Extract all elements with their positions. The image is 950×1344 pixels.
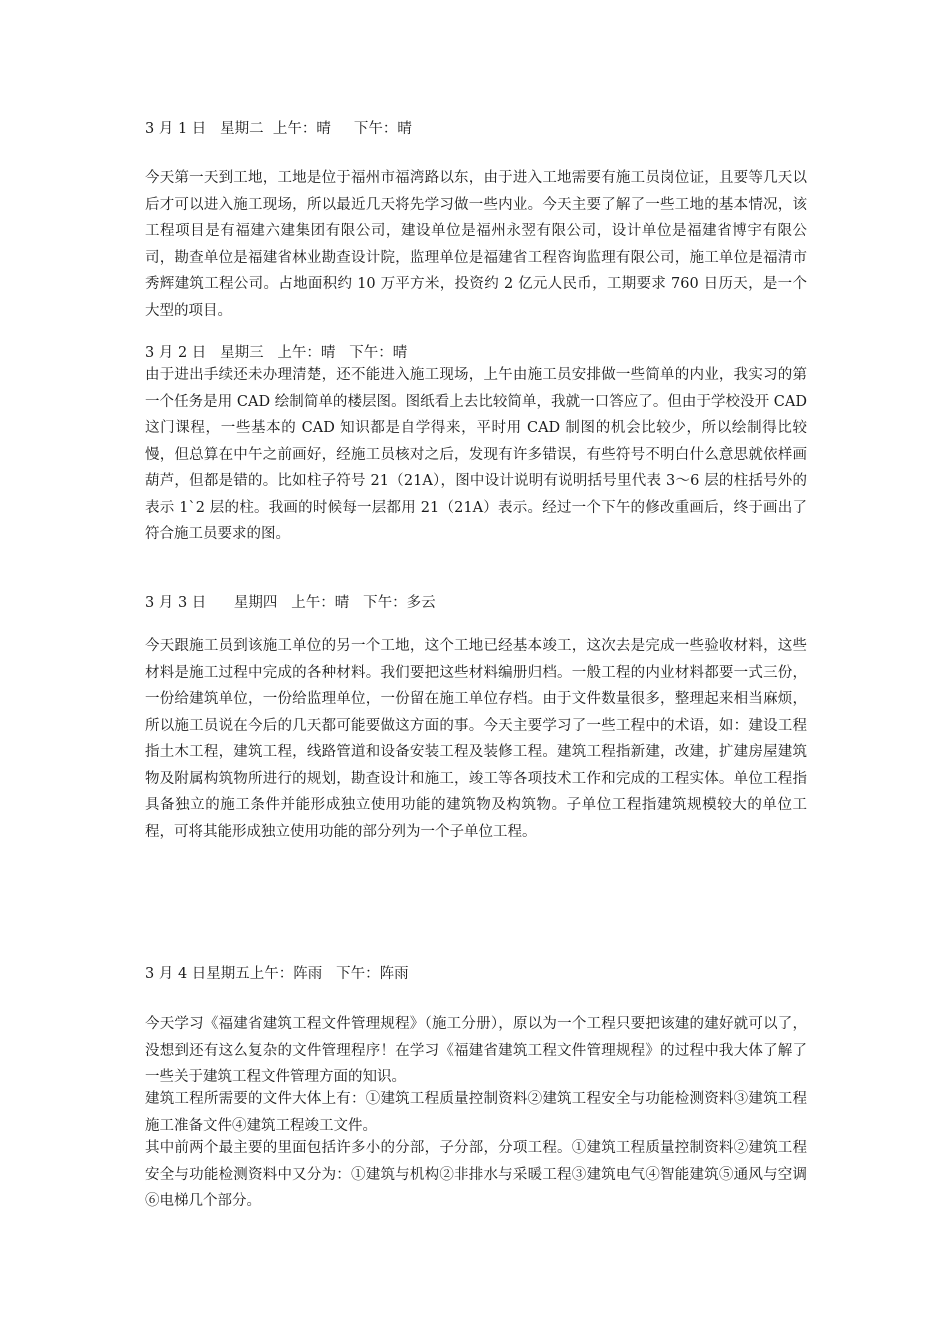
entry-paragraph: 其中前两个最主要的里面包括许多小的分部，子分部，分项工程。①建筑工程质量控制资料②建筑工程安全与功能检测资料中又分为：①建筑与机构②非排水与采暖工程③建筑电气④智能建筑⑤通风与空调⑥电梯几个部分。 <box>145 1140 807 1209</box>
entry-heading: 3 月 4 日星期五上午：阵雨 下午：阵雨 <box>145 966 409 982</box>
entry-paragraph: 由于进出手续还未办理清楚，还不能进入施工现场，上午由施工员安排做一些简单的内业，我实习的第一个任务是用 CAD 绘制简单的楼层图。图纸看上去比较简单，我就一口答应了。但由于学校没开 CAD 这门课程，一些基本的 CAD 知识都是自学得来，平时用 CAD 制图的机会比较少，所以绘制得比较慢，但总算在中午之前画好，经施工员核对之后，发现有许多错误，有些符号不明白什么意思就依样画葫芦，但都是错的。比如柱子符号 21（21A），图中设计说明有说明括号里代表 3～6 层的柱括号外的表示 1`2 层的柱。我画的时候每一层都用 21（21A）表示。经过一个下午的修改重画后，终于画出了符合施工员要求的图。 <box>145 367 807 542</box>
entry-paragraph: 今天学习《福建省建筑工程文件管理规程》（施工分册），原以为一个工程只要把该建的建好就可以了，没想到还有这么复杂的文件管理程序！在学习《福建省建筑工程文件管理规程》的过程中我大体了解了一些关于建筑工程文件管理方面的知识。 <box>145 1016 807 1085</box>
entry-heading: 3 月 3 日 星期四 上午：晴 下午：多云 <box>145 595 436 611</box>
entry-heading: 3 月 2 日 星期三 上午：晴 下午：晴 <box>145 345 408 361</box>
entry-paragraph: 今天跟施工员到该施工单位的另一个工地，这个工地已经基本竣工，这次去是完成一些验收材料，这些材料是施工过程中完成的各种材料。我们要把这些材料编册归档。一般工程的内业材料都要一式三份，一份给建筑单位，一份给监理单位，一份留在施工单位存档。由于文件数量很多，整理起来相当麻烦，所以施工员说在今后的几天都可能要做这方面的事。今天主要学习了一些工程中的术语，如：建设工程指土木工程，建筑工程，线路管道和设备安装工程及装修工程。建筑工程指新建，改建，扩建房屋建筑物及附属构筑物所进行的规划，勘查设计和施工，竣工等各项技术工作和完成的工程实体。单位工程指具备独立的施工条件并能形成独立使用功能的建筑物及构筑物。子单位工程指建筑规模较大的单位工程，可将其能形成独立使用功能的部分列为一个子单位工程。 <box>145 638 807 840</box>
entry-paragraph: 建筑工程所需要的文件大体上有：①建筑工程质量控制资料②建筑工程安全与功能检测资料③建筑工程施工准备文件④建筑工程竣工文件。 <box>145 1091 807 1134</box>
entry-paragraph: 今天第一天到工地，工地是位于福州市福湾路以东，由于进入工地需要有施工员岗位证，且要等几天以后才可以进入施工现场，所以最近几天将先学习做一些内业。今天主要了解了一些工地的基本情况，该工程项目是有福建六建集团有限公司，建设单位是福州永翌有限公司，设计单位是福建省博宇有限公司，勘查单位是福建省林业勘查设计院，监理单位是福建省工程咨询监理有限公司，施工单位是福清市秀辉建筑工程公司。占地面积约 10 万平方米，投资约 2 亿元人民币，工期要求 760 日历天，是一个大型的项目。 <box>145 170 807 319</box>
entry-heading: 3 月 1 日 星期二 上午：晴 下午：晴 <box>145 121 412 137</box>
